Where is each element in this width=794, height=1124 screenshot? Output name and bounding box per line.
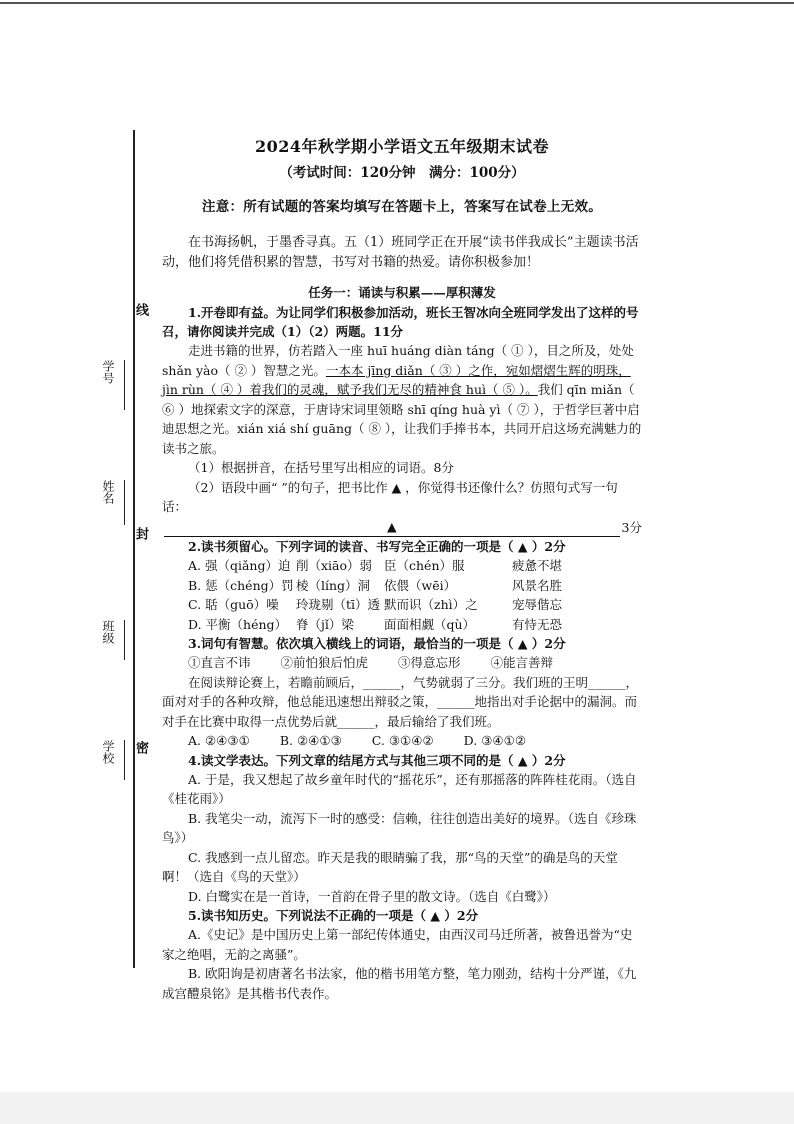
scan-top-border	[0, 2, 794, 4]
q2-option-b	[162, 576, 642, 596]
exam-page	[162, 134, 642, 1003]
q2-b-3: 依偎（wēi）	[384, 577, 457, 593]
q2-c-3: 默而识（zhì）之	[384, 597, 478, 612]
q1-passage-part2: 我们 qīn miǎn（ ⑥ ）地探索文字的深意，于唐诗宋词里领略 shī qíng huà yì（ ⑦ ），于哲学巨著中启迪思想之光。xián xiá shí guāng（ ⑧ ），让我们手捧书本，共同开启这场充满魅力的读书之旅。	[162, 382, 642, 456]
q1-passage-underlined: 一本本 jīng diǎn（ ③ ）之作，宛如熠熠生辉的明珠，jìn rùn（ ④ ）着我们的灵魂，赋予我们无尽的精神食 huì（ ⑤ ）。	[162, 362, 631, 397]
school-label: 学校	[101, 740, 115, 764]
task1-heading: 任务一：诵读与积累——厚积薄发	[308, 285, 496, 300]
q2-b-2: 棱（líng）洞	[296, 577, 371, 593]
q2-c-2: 玲珑剔（tī）透	[296, 597, 381, 612]
school-underline	[123, 740, 125, 780]
q3-option-b: B. ②④①③	[279, 733, 342, 748]
q2-a-2: 削（xiāo）弱	[296, 558, 373, 573]
q2-c-1: C. 聒（guō）噪	[188, 597, 279, 612]
q3-stem: 3.词句有智慧。依次填入横线上的词语，最恰当的一项是（ ▲ ）2分	[188, 636, 566, 651]
student-number-field	[100, 360, 125, 410]
q5-option-a: A.《史记》是中国历史上第一部纪传体通史，由西汉司马迁所著，被鲁迅誉为“史家之绝唱，无韵之离骚”。	[162, 927, 633, 962]
q3-option-d: D. ③④①②	[463, 733, 527, 748]
q3-word-3: ③得意忘形	[398, 655, 461, 670]
q3-option-c: C. ③①④②	[371, 733, 434, 748]
school-field	[100, 740, 125, 780]
q1-passage	[162, 341, 642, 458]
q3-options	[162, 731, 642, 751]
q2-stem: 2.读书须留心。下列字词的读音、书写完全正确的一项是（ ▲ ）2分	[188, 539, 566, 554]
q1-sub2: （2）语段中画“ ”的句子，把书比作 ▲ ，你觉得书还像什么？仿照句式写一句话：	[162, 479, 618, 514]
q1-answer-line	[162, 517, 642, 538]
q1-answer-score: 3分	[621, 519, 642, 535]
scan-bottom-band	[0, 1092, 794, 1124]
q4-option-c: C. 我感到一点儿留恋。昨天是我的眼睛骗了我，那“鸟的天堂”的确是鸟的天堂啊！（选自《鸟的天堂》）	[162, 849, 618, 884]
q2-b-4: 风景名胜	[512, 577, 563, 593]
exam-subtitle: （考试时间：120分钟 满分：100分）	[279, 165, 525, 181]
q5-stem: 5.读书知历史。下列说法不正确的一项是（ ▲ ）2分	[188, 908, 479, 923]
q2-a-1: A. 强（qiǎng）迫	[188, 558, 291, 573]
q2-option-c	[162, 595, 642, 615]
q3-word-list	[162, 653, 642, 673]
q1-answer-blank[interactable]: ▲	[164, 517, 620, 538]
class-label: 班级	[101, 620, 115, 644]
q4-option-b: B. 我笔尖一动，流泻下一时的感受：信赖，往往创造出美好的境界。（选自《珍珠鸟》）	[162, 810, 637, 845]
intro-paragraph: 在书海扬帆，于墨香寻真。五（1）班同学正在开展“读书伴我成长”主题读书活动，他们将凭借积累的智慧，书写对书籍的热爱。请你积极参加！	[162, 235, 639, 270]
q1-passage-part1: 走进书籍的世界，仿若踏入一座 huī huáng diàn táng（ ① ），目之所及，处处 shǎn yào（ ② ）智慧之光。	[162, 343, 634, 378]
exam-notice: 注意：所有试题的答案均填写在答题卡上，答案写在试卷上无效。	[201, 199, 603, 215]
q5-option-b: B. 欧阳询是初唐著名书法家，他的楷书用笔方整，笔力刚劲，结构十分严谨，《九成宫醴泉铭》是其楷书代表作。	[162, 966, 637, 1001]
name-field	[100, 480, 125, 525]
q2-d-2: 脊（jǐ）梁	[296, 616, 354, 632]
q3-word-2: ②前怕狼后怕虎	[280, 655, 369, 670]
q4-option-d: D. 白鹭实在是一首诗，一首韵在骨子里的散文诗。（选自《白鹭》）	[188, 888, 556, 904]
student-number-underline	[123, 360, 125, 410]
q2-d-1: D. 平衡（héng）	[188, 616, 288, 632]
student-number-label: 学号	[101, 360, 115, 384]
q2-b-1: B. 惩（chéng）罚	[188, 577, 294, 593]
name-underline	[123, 480, 125, 525]
q2-d-4: 有恃无恐	[512, 616, 563, 632]
exam-title: 2024年秋学期小学语文五年级期末试卷	[254, 137, 550, 156]
q2-c-4: 宠辱偕忘	[512, 597, 563, 612]
seal-char-seal: 封	[133, 527, 148, 540]
class-field	[100, 620, 125, 660]
q3-word-4: ④能言善辩	[490, 655, 554, 670]
q2-d-3: 面面相觑（qù）	[384, 616, 476, 632]
binding-line	[133, 130, 135, 968]
q2-a-3: 臣（chén）服	[384, 558, 465, 573]
q3-passage: 在阅读辩论赛上，若瞻前顾后，______，气势就弱了三分。我们班的王明______，面对对手的各种攻辩，他总能迅速想出辩驳之策，______地指出对手论据中的漏洞。而对手在比赛中取得一点优势后就______，最后输给了我们班。	[162, 674, 639, 729]
class-underline	[123, 620, 125, 660]
q2-a-4: 疲惫不堪	[512, 558, 563, 573]
q1-sub1: （1）根据拼音，在括号里写出相应的词语。8分	[188, 460, 454, 475]
q3-option-a: A. ②④③①	[188, 733, 250, 748]
q2-option-a	[162, 556, 642, 576]
q4-option-a: A. 于是，我又想起了故乡童年时代的“摇花乐”，还有那摇落的阵阵桂花雨。（选自《桂花雨》）	[162, 771, 637, 806]
q4-stem: 4.读文学表达。下列文章的结尾方式与其他三项不同的是（ ▲ ）2分	[188, 752, 566, 768]
seal-char-line: 线	[133, 303, 148, 316]
seal-char-secret: 密	[133, 741, 148, 754]
q2-option-d	[162, 615, 642, 635]
q3-word-1: ①直言不讳	[188, 655, 251, 670]
name-label: 姓名	[101, 480, 115, 504]
q1-stem: 1.开卷即有益。为让同学们积极参加活动，班长王智冰向全班同学发出了这样的号召，请你阅读并完成（1）（2）两题。11分	[162, 305, 639, 339]
